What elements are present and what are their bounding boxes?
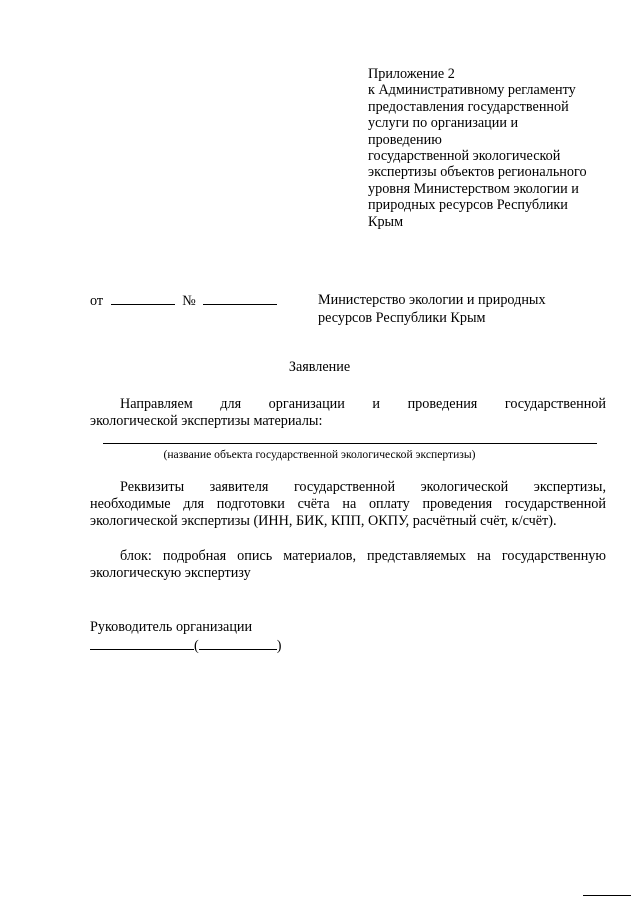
close-paren: )	[276, 638, 282, 654]
date-number-line	[90, 291, 277, 309]
document-title: Заявление	[288, 359, 351, 375]
paragraph-requisites	[90, 479, 606, 530]
recipient-line: ресурсов Республики Крым	[318, 310, 486, 326]
paragraph-line: Направляем для организации и проведения государственной	[120, 396, 606, 412]
appendix-block	[368, 66, 618, 230]
recipient-line: Министерство экологии и природных	[318, 292, 546, 308]
appendix-line: уровня Министерством экологии и	[368, 180, 579, 197]
date-blank	[111, 291, 175, 305]
paragraph-line: Реквизиты заявителя государственной экологической экспертизы,	[120, 479, 606, 495]
name-blank	[199, 636, 277, 650]
open-paren: (	[194, 638, 199, 654]
appendix-line: государственной экологической	[368, 148, 561, 165]
signature-blank	[90, 636, 194, 650]
paragraph-line: необходимые для подготовки счёта на оплату проведения государственной	[90, 496, 606, 512]
appendix-line: Приложение 2	[368, 66, 455, 82]
appendix-line: экспертизы объектов регионального	[368, 164, 587, 181]
appendix-line: предоставления государственной	[368, 98, 569, 115]
from-label: от	[90, 293, 104, 309]
appendix-line: проведению	[368, 131, 442, 148]
signature-line	[90, 636, 281, 654]
paragraph-line: экологической экспертизы материалы:	[90, 413, 323, 429]
appendix-line: услуги по организации и	[368, 115, 519, 132]
paragraph-line: экологическую экспертизу	[90, 565, 251, 581]
object-name-blank	[103, 443, 597, 444]
paragraph-materials	[90, 396, 606, 430]
object-name-caption: (название объекта государственной экологической экспертизы)	[163, 448, 476, 461]
number-label: №	[182, 293, 196, 309]
appendix-line: к Административному регламенту	[368, 82, 576, 99]
paragraph-line: блок: подробная опись материалов, представляемых на государственную	[120, 548, 606, 564]
paragraph-line: экологической экспертизы (ИНН, БИК, КПП, ОКПУ, расчётный счёт, к/счёт).	[90, 513, 557, 529]
recipient-block	[318, 291, 608, 327]
appendix-line: природных ресурсов Республики	[368, 197, 568, 214]
appendix-line: Крым	[368, 213, 404, 230]
head-of-organization-label: Руководитель организации	[90, 619, 253, 635]
paragraph-inventory	[90, 548, 606, 582]
corner-mark-line	[583, 895, 631, 896]
number-blank	[203, 291, 277, 305]
